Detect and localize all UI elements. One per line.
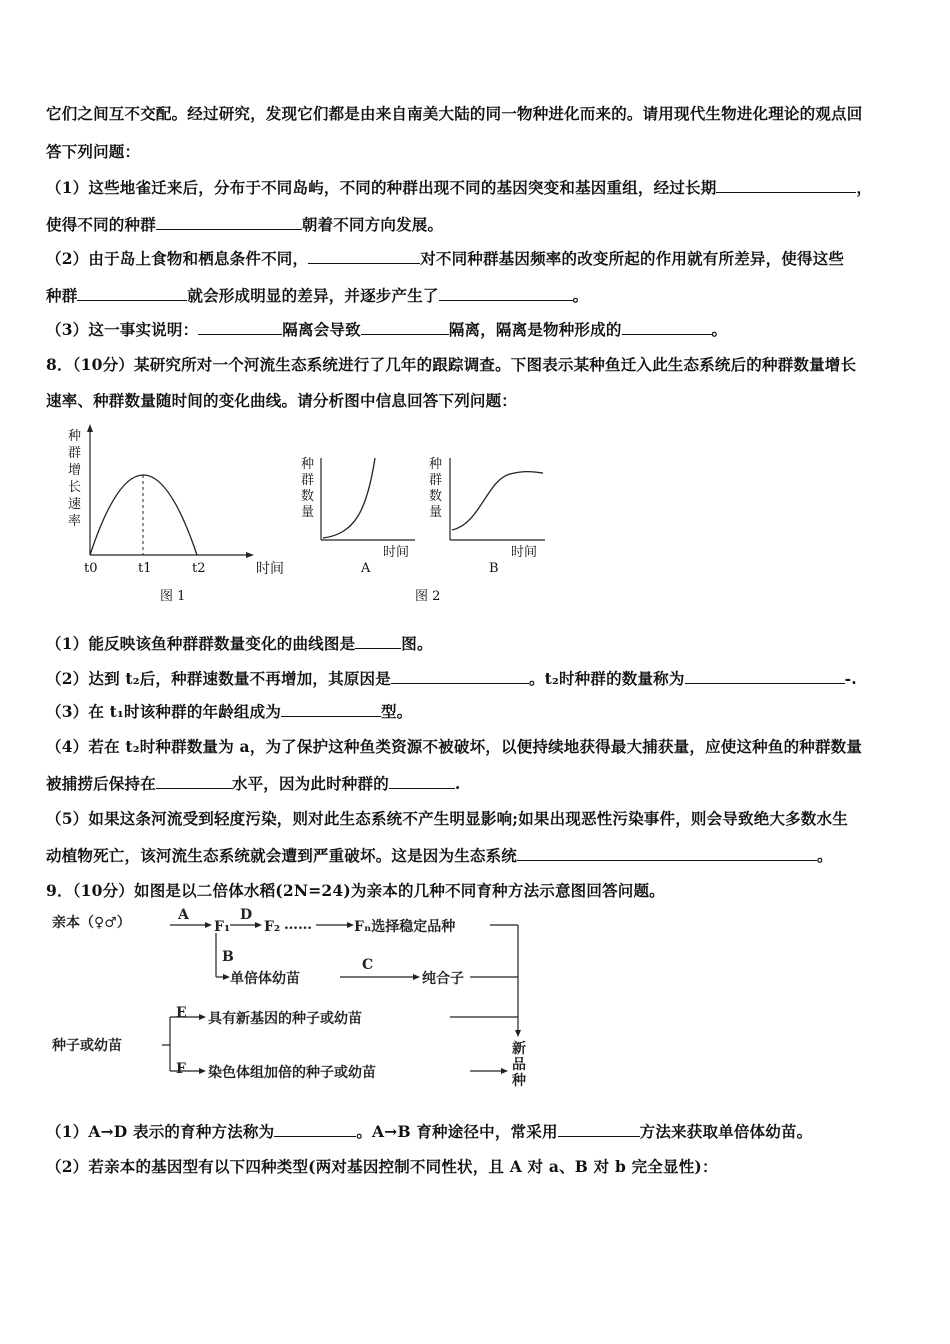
diagram-label-e: E: [176, 1005, 187, 1021]
figure-1-growth-rate: [60, 420, 300, 610]
fig2a-j-curve: [323, 458, 375, 538]
fig2b-s-curve: [452, 472, 543, 530]
diagram-pure-line: 纯合子: [422, 971, 464, 987]
diagram-label-c: C: [362, 957, 374, 973]
fig1-ylabel-char: 增: [68, 463, 82, 478]
diagram-arrowheads: [199, 922, 521, 1074]
q7-part1-line1: （1）这些地雀迁来后，分布于不同岛屿，不同的种群出现不同的基因突变和基因重组，经过长期 ，: [46, 178, 873, 197]
fig1-ylabel-char: 群: [68, 446, 82, 461]
blank[interactable]: [558, 1122, 640, 1137]
diagram-new-variety-char: 新: [512, 1041, 526, 1057]
q8-sub1: （1）能反映该鱼种群群数量变化的曲线图是 图。: [46, 634, 433, 653]
q9-head: 9．（10分）如图是以二倍体水稻(2N=24)为亲本的几种不同育种方法示意图回答问题。: [46, 881, 665, 900]
fig1-ylabel-char: 种: [68, 429, 82, 444]
fig2a-ylabel-char: 数: [301, 489, 315, 504]
q7-intro-line2: 答下列问题：: [46, 142, 141, 161]
diagram-seed: 种子或幼苗: [52, 1038, 122, 1054]
diagram-label-d: D: [240, 907, 253, 923]
fig2a-xlabel: 时间: [383, 545, 410, 560]
q8-sub2: （2）达到 t₂后，种群速数量不再增加，其原因是 。t₂时种群的数量称为 -.: [46, 669, 857, 688]
fig2-panel-a: A: [361, 561, 371, 576]
diagram-dots: ……: [284, 917, 312, 933]
fig1-tick-t2: t2: [192, 561, 206, 576]
fig2a-ylabel: [301, 457, 314, 520]
blank[interactable]: [198, 320, 282, 335]
fig1-y-arrow: [87, 424, 93, 432]
blank[interactable]: [439, 286, 573, 301]
q8-sub3: （3）在 t₁时该种群的年龄组成为 型。: [46, 702, 413, 721]
diagram-label-f: F: [176, 1061, 186, 1077]
q7-part2-line2: 种群 就会形成明显的差异，并逐步产生了 。: [46, 286, 589, 305]
q9-sub2: （2）若亲本的基因型有以下四种类型(两对基因控制不同性状，且 A 对 a、B 对 b 完全显性)：: [46, 1157, 718, 1176]
q8-sub5-line2: 动植物死亡，该河流生态系统就会遭到严重破坏。这是因为生态系统 。: [46, 846, 833, 865]
diagram-label-a: A: [178, 907, 189, 923]
q7-part3: （3）这一事实说明： 隔离会导致 隔离，隔离是物种形成的 。: [46, 320, 728, 339]
fig1-xlabel: 时间: [256, 561, 284, 577]
q9-sub1: （1）A→D 表示的育种方法称为 。A→B 育种途径中，常采用 方法来获取单倍体幼苗。: [46, 1122, 813, 1141]
fig2b-ylabel: [429, 457, 442, 520]
blank[interactable]: [517, 846, 817, 861]
fig2-caption: 图 2: [415, 589, 441, 604]
q8-head-line2: 速率、种群数量随时间的变化曲线。请分析图中信息回答下列问题：: [46, 391, 518, 410]
blank[interactable]: [274, 1122, 356, 1137]
fig2a-ylabel-char: 种: [301, 457, 315, 472]
q8-head-line1: 8．（10分）某研究所对一个河流生态系统进行了几年的跟踪调查。下图表示某种鱼迁入此生态系统后的种群数量增长: [46, 355, 857, 374]
q8-sub4-line1: （4）若在 t₂时种群数量为 a，为了保护这种鱼类资源不被破坏，以便持续地获得最大捕获量，应使这种鱼的种群数量: [46, 737, 863, 756]
fig1-ylabel-char: 速: [68, 497, 82, 512]
diagram-new-gene: 具有新基因的种子或幼苗: [208, 1011, 362, 1027]
fig1-ylabel-char: 率: [68, 514, 82, 529]
diagram-new-variety-char: 品: [512, 1057, 526, 1073]
diagram-f2: F₂: [264, 919, 281, 935]
blank[interactable]: [361, 320, 449, 335]
blank[interactable]: [391, 669, 529, 684]
blank[interactable]: [685, 669, 845, 684]
diagram-label-b: B: [222, 949, 234, 965]
diagram-parent: 亲本（♀♂）: [52, 915, 131, 931]
fig2b-ylabel-char: 种: [429, 457, 443, 472]
blank[interactable]: [156, 215, 302, 230]
diagram-new-variety-char: 种: [512, 1073, 526, 1089]
fig1-ylabel-char: 长: [68, 480, 82, 495]
q8-sub4-line2: 被捕捞后保持在 水平，因为此时种群的 .: [46, 774, 461, 793]
blank[interactable]: [716, 178, 856, 193]
diagram-haploid: 单倍体幼苗: [230, 971, 300, 987]
fig2-panel-b: B: [489, 561, 499, 576]
fig2b-ylabel-char: 量: [429, 505, 443, 520]
fig2b-ylabel-char: 数: [429, 489, 443, 504]
fig1-tick-t0: t0: [84, 561, 98, 576]
q7-part2-line1: （2）由于岛上食物和栖息条件不同， 对不同种群基因频率的改变所起的作用就有所差异，使得这些: [46, 249, 845, 268]
fig2a-ylabel-char: 群: [301, 473, 315, 488]
diagram-doubled: 染色体组加倍的种子或幼苗: [208, 1065, 376, 1081]
diagram-fn-stable: Fₙ选择稳定品种: [354, 919, 456, 935]
fig1-tick-t1: t1: [138, 561, 152, 576]
fig1-ylabel: [68, 429, 81, 529]
blank[interactable]: [355, 634, 401, 649]
blank[interactable]: [622, 320, 712, 335]
figure-2-population: [295, 450, 565, 610]
fig2a-ylabel-char: 量: [301, 505, 315, 520]
fig2b-xlabel: 时间: [511, 545, 538, 560]
blank[interactable]: [389, 774, 455, 789]
blank[interactable]: [156, 774, 232, 789]
blank[interactable]: [308, 249, 420, 264]
diagram-arrows: [162, 925, 518, 1071]
blank[interactable]: [281, 702, 381, 717]
breeding-diagram: [50, 905, 550, 1095]
blank[interactable]: [77, 286, 187, 301]
fig1-x-arrow: [246, 552, 254, 558]
fig2b-ylabel-char: 群: [429, 473, 443, 488]
q7-part1-line2: 使得不同的种群 朝着不同方向发展。: [46, 215, 444, 234]
q7-intro-line1: 它们之间互不交配。经过研究，发现它们都是由来自南美大陆的同一物种进化而来的。请用现代生物进化理论的观点回: [46, 104, 863, 123]
diagram-f1: F₁: [214, 919, 231, 935]
fig1-caption: 图 1: [160, 589, 186, 604]
q8-sub5-line1: （5）如果这条河流受到轻度污染，则对此生态系统不产生明显影响;如果出现恶性污染事件，则会导致绝大多数水生: [46, 809, 848, 828]
